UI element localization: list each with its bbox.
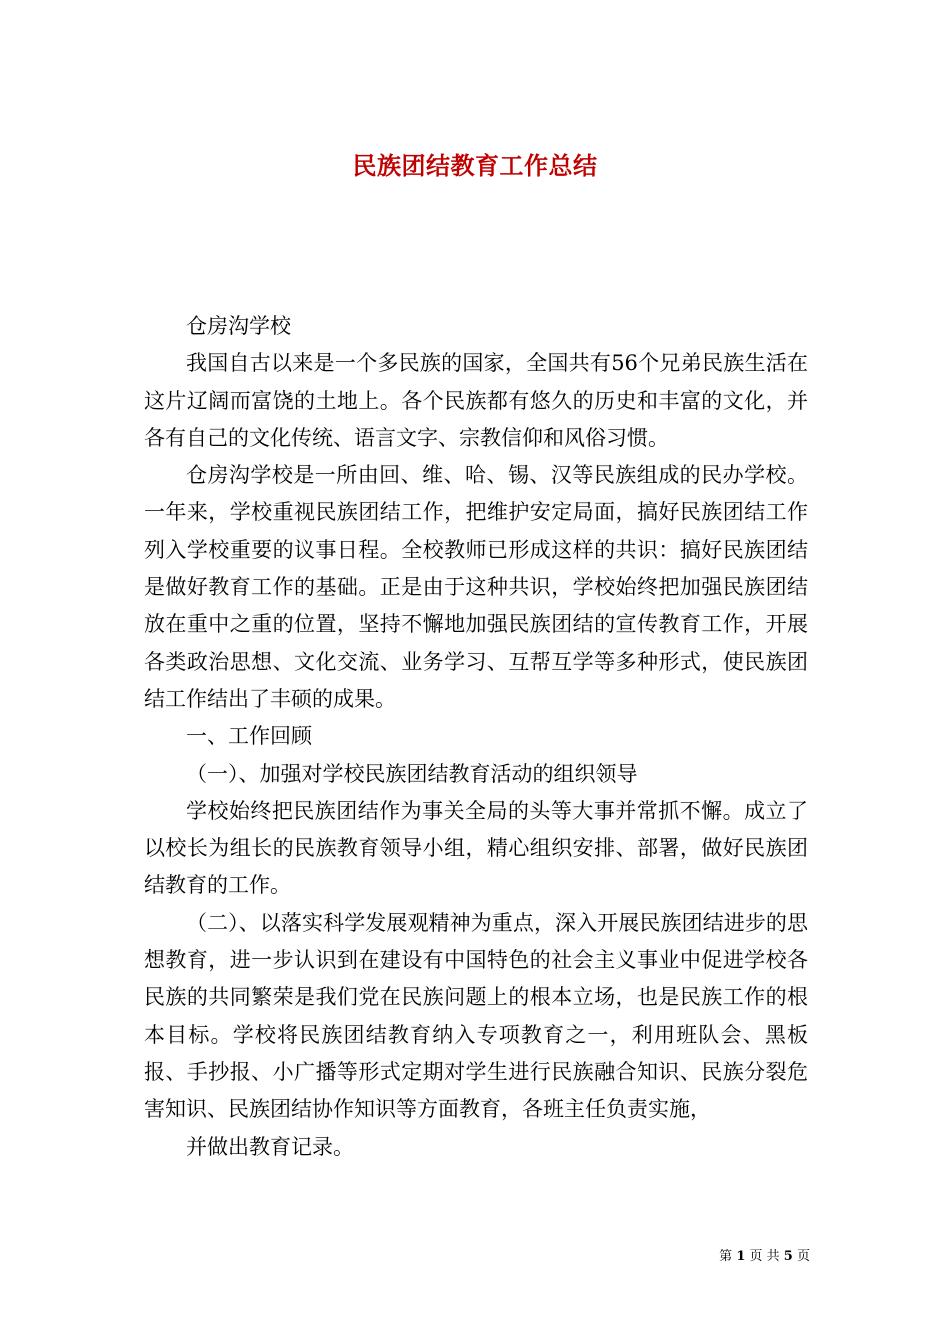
body-paragraph: （二）、以落实科学发展观精神为重点，深入开展民族团结进步的思想教育，进一步认识到在建设有中国特色的社会主义事业中促进学校各民族的共同繁荣是我们党在民族问题上的根本立场，也是民族工作的根本目标。学校将民族团结教育纳入专项教育之一，利用班队会、黑板报、手抄报、小广播等形式定期对学生进行民族融合知识、民族分裂危害知识、民族团结协作知识等方面教育，各班主任负责实施， — [144, 910, 808, 1122]
section-heading: 一、工作回顾 — [186, 724, 312, 749]
footer-total-pages: 5 — [783, 1249, 793, 1264]
page-title: 民族团结教育工作总结 — [352, 151, 598, 181]
footer-current-page: 1 — [736, 1249, 746, 1264]
subsection-heading: （一）、加强对学校民族团结教育活动的组织领导 — [186, 761, 638, 786]
document-body — [144, 308, 808, 1166]
page-number-footer — [700, 1247, 810, 1267]
body-paragraph: 我国自古以来是一个多民族的国家，全国共有56个兄弟民族生活在这片辽阔而富饶的土地上。各个民族都有悠久的历史和丰富的文化，并各有自己的文化传统、语言文字、宗教信仰和风俗习惯。 — [144, 351, 808, 450]
footer-middle: 页 共 — [749, 1249, 780, 1264]
body-paragraph: 仓房沟学校是一所由回、维、哈、锡、汉等民族组成的民办学校。一年来，学校重视民族团结工作，把维护安定局面，搞好民族团结工作列入学校重要的议事日程。全校教师已形成这样的共识：搞好民族团结是做好教育工作的基础。正是由于这种共识，学校始终把加强民族团结放在重中之重的位置，坚持不懈地加强民族团结的宣传教育工作，开展各类政治思想、文化交流、业务学习、互帮互学等多种形式，使民族团结工作结出了丰硕的成果。 — [144, 463, 808, 711]
body-paragraph: 并做出教育记录。 — [186, 1134, 354, 1159]
body-paragraph: 学校始终把民族团结作为事关全局的头等大事并常抓不懈。成立了以校长为组长的民族教育领导小组，精心组织安排、部署，做好民族团结教育的工作。 — [144, 798, 808, 898]
footer-prefix: 第 — [719, 1249, 733, 1264]
school-name-paragraph: 仓房沟学校 — [186, 314, 291, 338]
footer-suffix: 页 — [796, 1249, 810, 1264]
